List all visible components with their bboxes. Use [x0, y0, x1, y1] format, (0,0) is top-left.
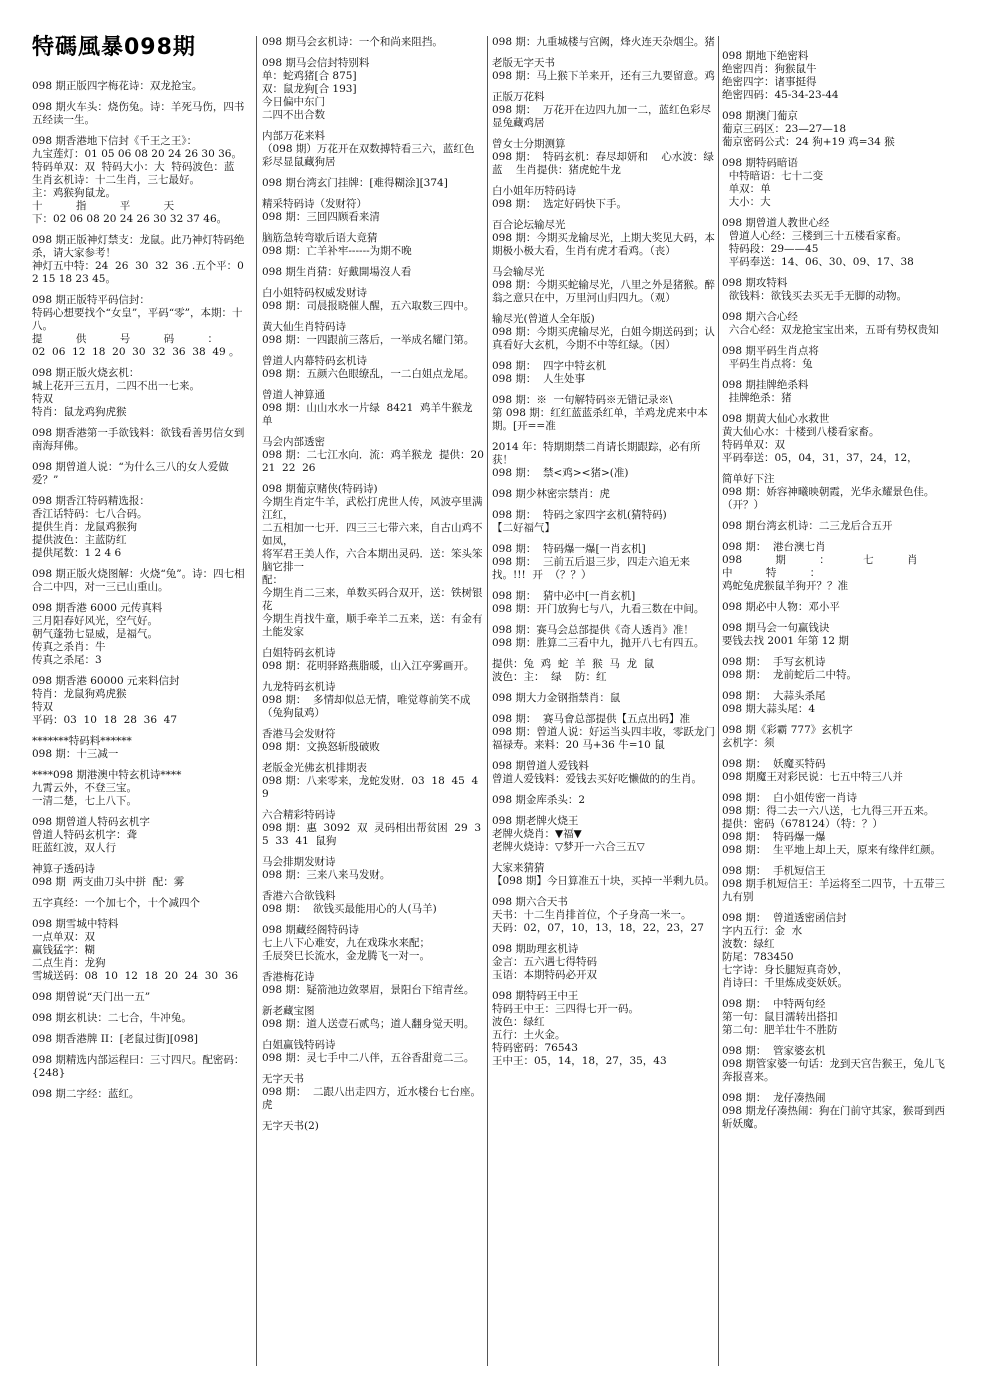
info-section: 神算子透码诗 098 期 两支曲刀头中拼 配：雾 [32, 863, 185, 888]
column-2 [262, 36, 484, 1378]
info-section: 098 期金库杀头：2 [492, 794, 586, 806]
info-section: 098 期： 曾道透密函信封 字内五行：金 水 波数：绿红 防尾：783450 七字诗：身长腿短真奇妙， 肖诗曰：千里炼成变妖妖。 [722, 912, 848, 989]
column-divider [256, 36, 257, 1366]
info-section: 香港梅花诗 098 期：疑箭池边敛翠眉，景阳台下绾青丝。 [262, 971, 475, 996]
info-section: 098 期特码王中王 特码王中王：三四得七开一码。 波色：绿红 五行：土火金。 特码密码：76543 王中王：05，14，18，27，35，43 [492, 990, 667, 1067]
info-section: 老版无字天书 098 期：马上猴下羊来开，还有三九要留意。鸡 [492, 57, 715, 82]
info-section: 098 期葡京赌侠(特码诗) 今期生肖定牛羊，武松打虎世人传，风波亭里满江红， 二五相加一七开．四三三七带六来，自古山鸡不如凤， 将军君王美人作，六合本期出灵码．送：笨头笨脑它排一 配： 今期生肖二三来，单数买码合双开，送：铁树银花 今期生肖找牛童，顺手牵羊二五来，送：有金有土能发家 [262, 483, 483, 638]
info-section: 无字天书 098 期： 二跟八出走四方，近水楼台七台座。 虎 [262, 1073, 482, 1111]
info-section: 098 期： 妖魔买特码 098 期魔王对彩民说：七五中特三八并 [722, 758, 903, 783]
info-section: 098 期曾道人教世心经 曾道人心经：三楼到三十五楼看家畜。 特码段：29——45 平码奉送：14、06、30、09、17、38 [722, 217, 914, 268]
info-section: 098 期： 手写玄机诗 098 期： 龙前蛇后二中特。 [722, 656, 858, 681]
info-section: 马会内部透密 098 期：二七江水向．流：鸡羊猴龙 提供：20 21 22 26 [262, 436, 484, 474]
info-section: 白小姐年历特码诗 098 期： 选定好码快下手。 [492, 185, 628, 210]
info-section: 098 期黄大仙心水救世 黄大仙心水：十楼到八楼看家畜。 特码单双：双 平码奉送：05，04，31，37，24，12， [722, 413, 918, 464]
info-section: 百合论坛输尽光 098 期：今期买龙输尽光，上期大奖见大码，本期极小极大看，生肖有虎才看鸡。（丧） [492, 219, 715, 257]
info-section: 098 期精选内部运程曰：三寸四尺。配密码：{248} [32, 1054, 245, 1079]
info-section: 098 期正版四字梅花诗：双龙抢宝。 [32, 80, 203, 92]
info-section: 2014 年：特期期禁二肖请长期跟踪，必有所获！ 098 期： 禁<鸡><猪>(准) [492, 441, 701, 479]
info-section: 098 期香港第一手欲钱料：欲钱看善男信女到南海拜佛。 [32, 427, 245, 452]
info-section: 精采特码诗（发财符） 098 期：三回四顾看来清 [262, 198, 380, 223]
info-section: 098 期马会信封特别料 单：蛇鸡猪[合 875] 双：鼠龙狗[合 193] 今日偏中东门 二四不出合数 [262, 57, 370, 121]
info-section: 098 期： 大蒜头杀尾 098 期大蒜头尾：4 [722, 690, 826, 715]
info-section: 内部万花来料 （098 期）万花开在双数搏特看三六，蓝红色彩尽显鼠藏狗居 [262, 130, 475, 168]
info-section: 简单好下注 098 期：娇容神曦映朝霞，光华永耀景色佳。（开？） [722, 473, 935, 511]
info-section: 098 期曾道人说：“为什么三八的女人爱做爱？” [32, 461, 229, 486]
info-section: 098 期香江特码精选报： 香江话特码：七八合码。 提供生肖：龙鼠鸡猴狗 提供波色：主蓝防红 提供尾数：1 2 4 6 [32, 495, 150, 559]
info-section: 曾女士分期测算 098 期： 特码玄机：春尽却妍和 心水波：绿蓝 生肖提供：猪虎蛇牛龙 [492, 138, 714, 176]
info-section: 098 期挂牌绝杀料 挂牌绝杀：猪 [722, 379, 809, 404]
info-section: 098 期马会一句赢钱诀 要钱去找 2001 年第 12 期 [722, 622, 849, 647]
info-section: 098 期： 白小姐传密一肖诗 098 期：得二去一六八送，七九得三开五来。 提供：密码（678124）（特：？） 098 期： 特码爆一爆 098 期： 生平地上却上天，原来有缘伴红颜。 [722, 792, 942, 856]
info-section: 098 期香港 60000 元来料信封 特肖：龙鼠狗鸡虎猴 特双 平码：03 10 18 28 36 47 [32, 675, 180, 726]
info-section: 098 期： 手机短信王 098 期手机短信王：羊运将至二四节，十五带三九有别 [722, 865, 945, 903]
info-section: 老版金光佛玄机排期表 098 期：八来零来，龙蛇发财．03 18 45 49 [262, 762, 479, 800]
info-section: 脑筋急转弯歇后语大竟猜 098 期：亡羊补牢------为期不晚 [262, 232, 412, 257]
info-section: 马会排期发财诗 098 期：三来八来马发财。 [262, 856, 391, 881]
info-section: 098 期老牌火烧王 老牌火烧肖：▼福▼ 老牌火烧诗：▽梦开一六合三五▽ [492, 815, 645, 853]
info-section: 098 期玄机诀：二七合，牛冲兔。 [32, 1012, 192, 1024]
info-section: 098 期藏经阁特码诗 七上八下心难安，九在戏珠水来配； 壬辰癸巳长流水，金龙腾飞一对一。 [262, 924, 430, 962]
info-section: 098 期： 中特两句经 第一句：鼠目濡转出搭扣 第二句：肥羊壮牛不胜防 [722, 998, 838, 1036]
info-section: 曾道人内幕特码玄机诗 098 期：五颜六色眼缭乱，一二白姐点龙尾。 [262, 355, 475, 380]
info-section: 098 期火车头：烧伤兔。诗：羊死马伤，四书五经读一生。 [32, 101, 245, 126]
info-section: 098 期生肖猜：好戴開場沒人看 [262, 266, 412, 278]
info-section: 098 期雪城中特料 一点单双：双 赢钱猛字：糊 二点生肖：龙狗 雪城送码：08 10 12 18 20 24 30 36 [32, 918, 239, 982]
info-section: 098 期特码暗语 中特暗语：七十二变 单双：单 大小：大 [722, 157, 824, 208]
info-section: 黄大仙生肖特码诗 098 期：一四跟前三落后，一举成名耀门第。 [262, 321, 475, 346]
info-section: 098 期：赛马会总部提供《奇人透肖》准！ 098 期：胜算二三看中九，抛开八七有四五。 [492, 624, 705, 649]
info-section: 098 期香港 6000 元传真料 三月阳春好风光，空气好。 朝气蓬勃七显威，是福气。 传真之杀肖：牛 传真之杀尾：3 [32, 602, 163, 666]
info-section: 098 期： 猜中必中[一肖玄机] 098 期：开门放狗七与八，九看三数在中间。 [492, 590, 705, 615]
info-section: 白姐赢钱特码诗 098 期：灵七手中二八伴，五谷香甜竟二三。 [262, 1039, 475, 1064]
info-section: 098 期香港地下信封《千王之王》： 九宝莲灯：01 05 06 08 20 24 26 30 36。 特码单双：双 特码大小：大 特码波色：蓝 生肖玄机诗：十二生肖，三七最好。 主：鸡猴狗鼠龙。 十 指 平 天 下：02 06 08 20 24 26 30 32 37 46。 [32, 135, 242, 225]
info-section: 098 期： 龙仔凑热闹 098 期龙仔凑热闹：狗在门前守其家，猴哥到西斩妖魔。 [722, 1092, 945, 1130]
info-section: 新老藏宝图 098 期：道人送壹石贰鸟；道人翻身觉天明。 [262, 1005, 475, 1030]
info-section: 098 期平码生肖点将 平码生肖点将：兔 [722, 345, 819, 370]
info-section: 098 期曾道人特码玄机字 曾道人特码玄机字：聋 旺蓝红波，双人行 [32, 816, 150, 854]
page-title: 特碼風暴098期 [32, 35, 196, 60]
info-section: 香港马会发财符 098 期：文换怒斩殷破败 [262, 728, 380, 753]
info-section: 098 期六合天书 天书：十二生肖排首位，个子身高一米一。 天码：02，07，10，13，18，22，23，27 [492, 896, 704, 934]
info-section: 098 期马会玄机诗：一个和尚来阻挡。 [262, 36, 443, 48]
info-section: 提供：兔 鸡 蛇 羊 猴 马 龙 鼠 波色：主： 绿 防：红 [492, 658, 655, 683]
info-section: ****098 期港澳中特玄机诗**** 九霄云外，不登三宝。 一清二楚，七上八下。 [32, 769, 182, 807]
info-section: 098 期： 赛马會总部提供【五点出码】准 098 期：曾道人说：好运当头四丰收，零跃龙门福禄寿。来料：20 马+36 牛=10 鼠 [492, 713, 715, 751]
info-section: 098 期正版神灯禁支：龙鼠。此乃神灯特码绝杀，请大家参考！ 神灯五中特：24 26 30 32 36 .五个平：02 15 18 23 45。 [32, 234, 245, 285]
info-section: *******特码料****** 098 期：十三减一 [32, 735, 132, 760]
info-section: 098 期正版火烧图解：火烧“兔”。诗：四七相合二中四，对一三已山重山。 [32, 568, 245, 593]
info-section: 098 期： 特码之家四字玄机(猜特码) 【二好福气】 [492, 509, 667, 534]
info-section: 无字天书(2) [262, 1120, 319, 1132]
info-section: 曾道人神算通 098 期：山山水水一片绿 8421 鸡羊牛猴龙 单 [262, 389, 473, 427]
info-section: 马会输尽光 098 期：今期买蛇输尽光，八里之外是猪猴。醉翁之意只在中，万里河山归四九。（观） [492, 266, 715, 304]
info-section: 白姐特码玄机诗 098 期：花明驿路燕脂暖，山入江亭雾画开。 [262, 647, 475, 672]
info-section: 大家来猜猜 【098 期】今日算准五十块，买掉一半剩九员。 [492, 862, 715, 887]
info-section: 098 期少林密宗禁肖：虎 [492, 488, 610, 500]
info-section: 098 期香港牌 II：[老鼠过街][098] [32, 1033, 198, 1045]
column-divider [487, 36, 488, 1366]
info-section: 正版万花料 098 期： 万花开在边四九加一二，蓝红色彩尽显兔藏鸡居 [492, 91, 712, 129]
info-section: 六合精彩特码诗 098 期：惠 3092 双 灵码相出帮贫困 29 35 33 41 鼠狗 [262, 809, 482, 847]
info-section: 098 期正版火烧玄机： 城上花开三五月，二四不出一七来。 特双 特肖：鼠龙鸡狗虎猴 [32, 367, 200, 418]
column-4 [722, 50, 950, 1378]
info-section: 098 期二字经：蓝红。 [32, 1088, 140, 1100]
column-divider [718, 36, 719, 1366]
info-section: 九龙特码玄机诗 098 期： 多情却似总无情，唯觉尊前笑不成（兔狗鼠鸡） [262, 681, 471, 719]
info-section: 098 期六合心经 六合心经：双龙抢宝宝出来，五哥有势权贵知 [722, 311, 939, 336]
info-section: 098 期台湾玄机诗：二三龙后合五开 [722, 520, 893, 532]
info-section: 098 期澳门葡京 葡京三码区：23—27—18 葡京密码公式：24 狗+19 鸡=34 猴 [722, 110, 895, 148]
info-section: 098 期地下绝密料 绝密四肖：狗猴鼠牛 绝密四字：诸事挺得 绝密四码：45-34-23-44 [722, 50, 839, 101]
info-section: 098 期正版特平码信封： 特码心想要找个“女皇”，平码“零”，本期：十八。 提 供 号 码 ： 02 06 12 18 20 30 32 36 38 49 。 [32, 294, 243, 358]
info-section: 098 期攻特料 欲钱料：欲钱买去买无手无脚的动物。 [722, 277, 908, 302]
info-section: 098 期台湾玄门挂牌：[难得糊涂][374] [262, 177, 448, 189]
info-section: 098 期：九重城楼与宫阙，烽火连天杂烟尘。猪 [492, 36, 715, 48]
info-section: 白小姐特码权威发财诗 098 期：司晨报晓催人醒，五六取数三四中。 [262, 287, 475, 312]
info-section: 098 期： 特码爆一爆[一肖玄机] 098 期： 三前五后退三步，四走六追无来找。!!! 开 （？？） [492, 543, 691, 581]
info-section: 五字真经：一个加七个，十个减四个 [32, 897, 200, 909]
column-3 [492, 36, 716, 1378]
info-section: 098 期大力金钢指禁肖：鼠 [492, 692, 621, 704]
info-section: 098 期必中人物：邓小平 [722, 601, 840, 613]
info-section: 098 期： 港台澳七肖 098 期 ： 七 肖 中 特 ： 鸡蛇兔虎猴鼠羊狗开？？准 [722, 541, 918, 592]
info-section: 098 期： 管家婆玄机 098 期管家婆一句话：龙到天宫告猴王，兔儿飞奔报喜来。 [722, 1045, 945, 1083]
info-section: 输尽光(曾道人全年版) 098 期：今期买虎输尽光，白姐今期送码到；认真看好大玄机，今期不中等红绿。（因） [492, 313, 715, 351]
info-section: 098 期曾说“天门出一五” [32, 991, 151, 1003]
column-1 [32, 80, 250, 1378]
info-section: 香港六合欲钱料 098 期： 欲钱买最能用心的人(马羊) [262, 890, 437, 915]
info-section: 098 期曾道人爱钱料 曾道人爱钱料：爱钱去买好吃懒做的的生肖。 [492, 760, 702, 785]
info-section: 098 期助理玄机诗 金言：五六遇七得特码 玉语：本期特码必开双 [492, 943, 597, 981]
info-section: 098 期《彩霸 777》玄机字 玄机字：须 [722, 724, 853, 749]
info-section: 098 期： 四字中特玄机 098 期： 人生处事 [492, 360, 607, 385]
info-section: 098 期：※ 一句解特码※无错记录※\ 第 098 期：红红蓝蓝杀红单，羊鸡龙虎来中本期。[开==准 [492, 394, 708, 432]
